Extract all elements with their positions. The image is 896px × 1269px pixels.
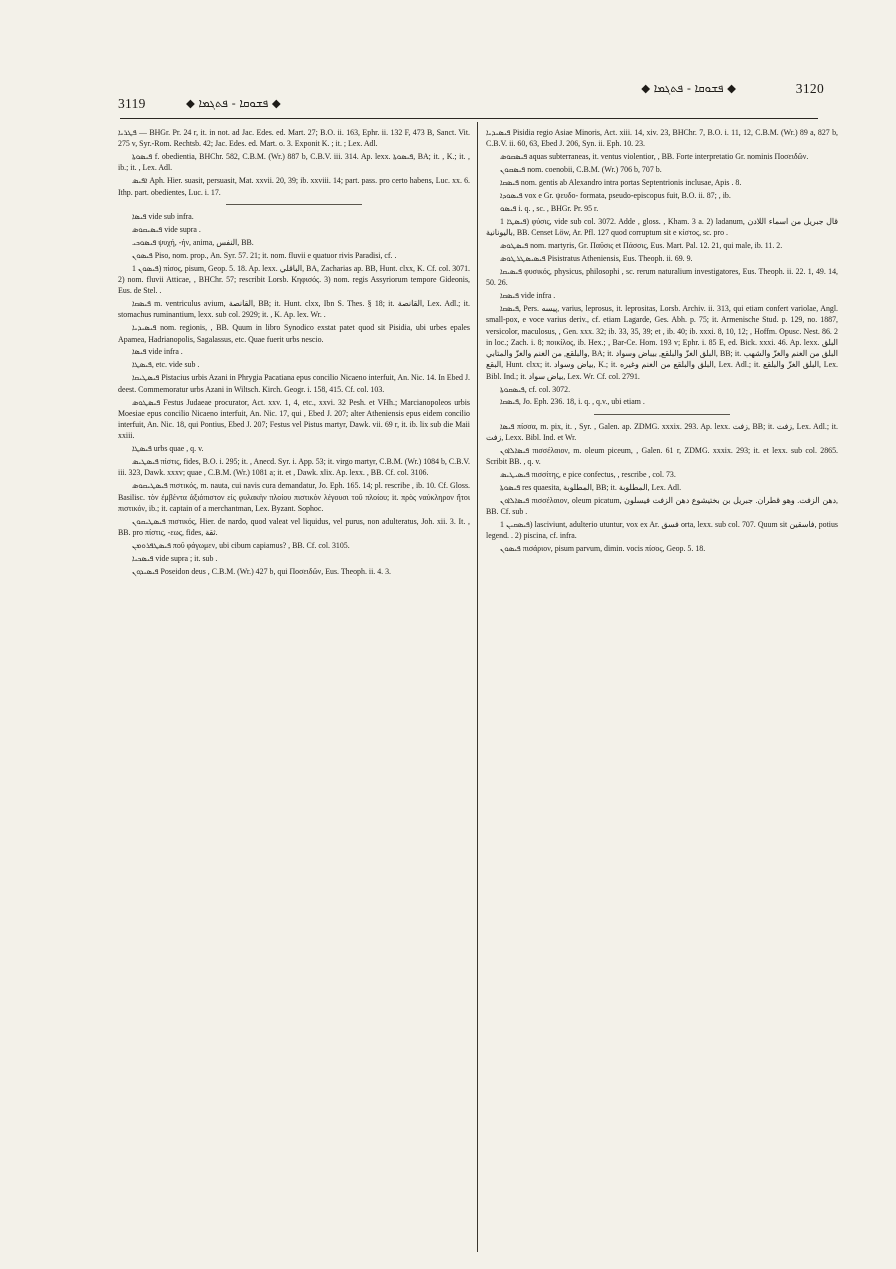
dictionary-entry: ܦܝܣܩܐ nom. gentis ab Alexandro intra portas Septentrionis inclusae, Apis . 8. xyxy=(500,178,742,188)
dictionary-entry: ܦܝܣܐ vide infra . xyxy=(132,347,183,357)
dictionary-entry: ܦܝܣܛܝܩܘܢ πιστικός, Hier. de nardo, quod valeat vel liquidus, vel purus, non adulteratus, Joh. xii. 3. It. , BB. pro πίστις, -εως, fides, ثقة. xyxy=(118,516,470,537)
dictionary-entry: ܦܝܣܝܛܝܣ πισσίτης, e pice confectus, , rescribe , col. 73. xyxy=(500,470,676,480)
dictionary-entry: ܦܝܣܘ i. q. , sc. , BHGr. Pr. 95 r. xyxy=(500,203,599,213)
dictionary-entry: ܦܝܣܩܘܬܐ, cf. col. 3072. xyxy=(500,384,571,394)
column-divider xyxy=(477,122,478,1252)
dictionary-entry: ܦܝܣܩܘܣ aquas subterraneas, it. ventus violentior, , BB. Forte interpretatio Gr. nominis Ποσειδῶν. xyxy=(500,152,809,162)
dictionary-entry: ܦܝܣܘܬܐ f. obedientia, BHChr. 582, C.B.M. (Wr.) 887 b, C.B.V. iii. 314. Ap. lexx. ܦܝܣܘܬܐ, BA; it. , K.; it. , ib.; it. , Lex. Adl. xyxy=(118,152,470,173)
dictionary-entry: ܦܝܣܛܝܣ πίστις, fides, B.O. i. 295; it. , Anecd. Syr. i. App. 53; it. virgo martyr, C.B.M. (Wr.) 1084 b, C.B.V. iii. 323, Dawk. xxxv; quae , C.B.M. (Wr.) 1081 a; it. et , Dawk. xlix. Ap. lexx. , BB. Cf. col. 3106. xyxy=(118,457,470,478)
section-separator xyxy=(594,414,730,415)
dictionary-entry: ܦܝܣܩܘܢ nom. coenobii, C.B.M. (Wr.) 706 b, 707 b. xyxy=(500,165,662,175)
dictionary-entry: ܦܝܣܩܐ vide infra . xyxy=(500,291,556,301)
dictionary-entry: ܦܝܣܛܦܪܘܡܢ ποῦ φάγωμεν, ubi cibum capiamus? , BB. Cf. col. 3105. xyxy=(132,540,350,550)
dictionary-entry: ܦܝܣܐ πίσσα, m. pix, it. , Syr. , Galen. ap. ZDMG. xxxix. 293. Ap. lexx. زفت, BB; it. زفت, Lex. Adl.; it. زفت, Lexx. Bibl. Ind. et Wr. xyxy=(486,421,838,442)
dictionary-entry: ܦܝܣܩܝܢ 1) lasciviunt, adulterio utuntur, vox ex Ar. فسق orta, lexx. sub col. 707. Quum sit فاسقين, potius legend. . 2) piscina, cf. infra. xyxy=(486,520,838,541)
dictionary-entry: ܦܝܣܘܢ 1) πίσος, pisum, Geop. 5. 18. Ap. lexx. الباقلي, BA, Zacharias ap. BB, Hunt. clxx, K. Cf. col. 3071. 2) nom. fluvii Atticae, , BHChr. 57; rescribit Lorsb. Κηφισός. 3) nom. regis Assyriorum tempore Gideonis, Eus. de Stel. . xyxy=(118,263,470,296)
dictionary-entry: ܦܝܣܟܝܐ vide supra ; it. sub . xyxy=(132,553,218,563)
dictionary-entry: ܦܝܣܝܕܘܢ Poseidon deus , C.B.M. (Wr.) 427 b, qui Ποσειδῶν, Eus. Theoph. ii. 4. 3. xyxy=(132,566,392,576)
dictionary-entry: ܦܝܣܐܠܐܘܢ πισσέλαιον, oleum picatum, دهن الزفت. وهو قطران. جبريل بن بختيشوع دهن الزفت فيسلون, BB. Cf. sub . xyxy=(486,495,838,517)
dictionary-entry: ܦܝܣܘܟܝ ψυχή, -ήν, anima, النفس, BB. xyxy=(132,237,254,247)
dictionary-entry: ܦܛܪܝܐ — BHGr. Pr. 24 r, it. in not. ad Jac. Edes. ed. Mart. 27; B.O. ii. 163, Ephr. ii. 132 F, 473 B, Sanct. Vit. 275 v, Syr.-Rom. Rechtsb. 42; Jac. Edes. ed. Mart. o. 3. Exponit K. ; it. ; Lex. Adl. xyxy=(118,128,470,149)
dictionary-entry: ܦܝܣܩܐ, Pers. پيسه, varius, leprosus, it. leprositas, Lorsb. Archiv. ii. 313, qui etiam confert variolae, Angl. small-pox, e voce varius deriv., cf. etiam Lagarde, Ges. Abh. p. 75; it. Armenische Stud. p. 129, no. 1887, versicolor, maculosus, , Gen. xxx. 32; ib. 33, 35, 39; et , ib. 40; ib. xxxi. 8, 10, 12; , Hoffm. Opusc. Nest. 86. 2 in loc.; Zach. i. 8; ποικίλος, ib. Hex.; , Bar-Ce. Hom. 193 v; Ephr. i. 85 E, ed. Bick. xxxi. 46. Ap. lexx. البلق والبلقع, من الغنم والغزّ والمتابي, BA; it. البلق الغزّ والبلقع, بيباض وسواد, BB; it. البلق من الغنم والغزّ والشهب البقع, Hunt. clxx; it. بياض وسواد, K.; it. البلق والبلقع من الغنم وغيره, Lex. Adl.; it. البلق الغزّ والبلقع, Lex. Bibl. Ind.; it. بياض سواد, Lex. Wr. Cf. col. 2791. xyxy=(486,304,839,381)
dictionary-entry: ܦܝܣܘܢ Piso, nom. prop., An. Syr. 57. 21; it. nom. fluvii e quatuor rivis Paradisi, cf. . xyxy=(132,250,397,260)
dictionary-entry: ܦܝܣܩܐ m. ventriculus avium, القانصة, BB; it. Hunt. clxx, Ibn S. Thes. § 18; it. القانصة, Lex. Adl.; it. stomachus ruminantium, lexx. sub col. 2929; it. , K. Ap. lex. Wr. . xyxy=(118,299,470,320)
dictionary-entry: ܦܝܣܝܣܛܪܛܘܣ Pisistratus Atheniensis, Eus. Theoph. ii. 69. 9. xyxy=(500,254,693,263)
left-page-number: 3119 xyxy=(118,96,146,111)
dictionary-entry: ܦܝܣܝܕܝܐ nom. regionis, , BB. Quum in libro Synodico exstat patet quod sit Pisidia, ubi urbes epales Apamea, Hadrianopolis, Sagalassus, etc. Quae fuerit urbs nescio. xyxy=(118,323,470,344)
dictionary-entry: ܐܦܝܣ Aph. Hier. suasit, persuasit, Mat. xxvii. 20, 39; ib. xxviii. 14; part. pass. pro certo habens, Luc. xx. 6. Ithp. part. obedientes, Luc. i. 17. xyxy=(118,176,470,197)
dictionary-entry: ܦܝܣܛܘܣ Festus Judaeae procurator, Act. xxv. 1, 4, etc., xxvi. 32 Pesh. et VHh.; Marcianopoleos urbis Moesiae epus concilio Nicaeno interfuit, An. Nic. 17, qui , Ebed J. 207; alter Atheniensis epus eidem concilio interfuit, An. Nic. 18, qui Pontius, Ebed J. 207; Festus vel Pistus martyr, Dawk. vii. 69 r, it. ib. lix sub die Maii xxiii. xyxy=(118,397,470,441)
dictionary-entry: ܦܝܣܛܐ, etc. vide sub . xyxy=(132,360,200,370)
page-header xyxy=(114,74,824,114)
left-column xyxy=(118,127,470,579)
dictionary-entry: ܦܝܣܘܕܐ vox e Gr. ψευδο- formata, pseudo-episcopus fuit, B.O. ii. 87; , ib. xyxy=(500,191,731,200)
dictionary-entry: ܦܝܣܘܬܐ res quaesita, المطلوبة, BB; it. المطلوبة, Lex. Adl. xyxy=(500,483,682,492)
right-column xyxy=(486,127,838,556)
dictionary-entry: ܦܝܣܝܩܘܣ vide supra . xyxy=(132,224,201,234)
right-running-title: ◆ ܦܫܘܩܐ - ܦܬܓܡܐ ◆ xyxy=(641,81,736,95)
dictionary-entry: ܦܝܣܛܝܩܐ Pistacius urbis Azani in Phrygia Pacatiana epus concilio Nicaeno interfuit, An. Nic. 14. In Ebed J. deest. Commemoratur urbs Azani in Wiltsch. Kirch. Geogr. i. 158, 415. Cf. col. 103. xyxy=(118,373,470,394)
dictionary-entry: ܦܝܣܩܐ, Jo. Eph. 236. 18, i. q. , q.v., ubi etiam . xyxy=(500,397,645,407)
dictionary-entry: ܦܝܣܝܩܐ φυσικός, physicus, philosophi , sc. rerum naturalium investigatores, Eus. Theoph. ii. 22. 1, 49. 14, 50. 26. xyxy=(486,266,838,288)
header-rule xyxy=(120,118,818,119)
dictionary-entry: ܦܝܣܝܕܝܐ Pisidia regio Asiae Minoris, Act. xiii. 14, xiv. 23, BHChr. 7, B.O. i. 11, 12, C.B.M. (Wr.) 89 a, 827 b, C.B.V. ii. 60, 63, Ebed J. 206, Syn. ii. Eph. 10. 23. xyxy=(486,128,838,149)
section-separator xyxy=(226,204,362,205)
left-running-title: ◆ ܦܫܘܩܐ - ܦܬܓܡܐ ◆ xyxy=(186,96,281,110)
dictionary-entry: ܦܝܣܐܠܐܘܢ πισσέλαιον, m. oleum piceum, , Galen. 61 r, ZDMG. xxxix. 293; it. et lexx. sub col. 2865. Scribit BB. , q. v. xyxy=(486,445,838,467)
dictionary-entry: ܦܝܣܛܐ urbs quae , q. v. xyxy=(132,444,204,454)
dictionary-entry: ܦܝܣܘܢ πισάριον, pisum parvum, dimin. vocis πίσος, Geop. 5. 18. xyxy=(500,544,706,554)
dictionary-entry: ܦܝܣܛܐ 1) φύσις, vide sub col. 3072. Adde , gloss. , Kham. 3 a. 2) ladanum, قال جبريل من اسماء اللادن باليونانية, BB. Censet Löw, Ar. Pfl. 127 quod corruptum sit e κίστος, sc. pro . xyxy=(486,216,838,238)
dictionary-entry: ܦܝܣܛܘܣ nom. martyris, Gr. Παῦσις et Πάσσις, Eus. Mart. Pal. 12. 21, qui male, ib. 11. 2. xyxy=(500,241,783,251)
dictionary-entry: ܦܝܣܛܝܩܘܣ πιστικός, m. nauta, cui navis cura demandatur, Jo. Eph. 165. 14; pl. rescribe , ib. 10. Cf. Gloss. Basilisc. τὸν ἐμβέντα ἀξιόπιστον εἰς φυλακὴν πλοίου πιστικὸν λέγουσι τοῦ πλοίου; it. πρὸς ναύκληρον ἤτοι πιστικόν, ib.; it. captain of a merchantman, Lex. Byzant. Sophoc. xyxy=(118,481,470,513)
right-page-number: 3120 xyxy=(795,81,824,96)
dictionary-entry: ܦܝܣܐ vide sub infra. xyxy=(132,211,194,221)
